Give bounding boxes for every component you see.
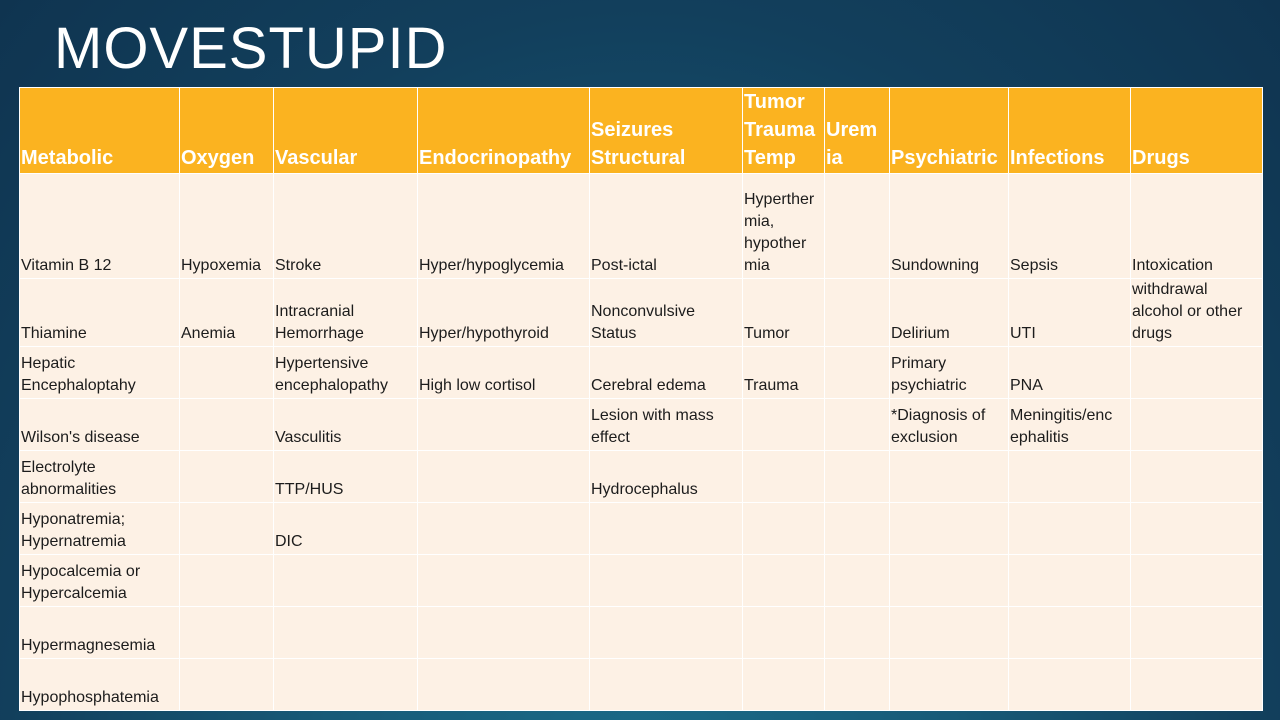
table-cell xyxy=(890,555,1009,607)
header-infections: Infections xyxy=(1009,88,1131,174)
table-cell: Tumor xyxy=(743,279,825,347)
table-cell: Hydrocephalus xyxy=(590,451,743,503)
header-row xyxy=(20,88,1263,174)
table-cell: Hyper/hypoglycemia xyxy=(418,174,590,279)
table-cell: DIC xyxy=(274,503,418,555)
table-cell xyxy=(890,659,1009,711)
header-psychiatric: Psychiatric xyxy=(890,88,1009,174)
header-metabolic: Metabolic xyxy=(20,88,180,174)
table-row xyxy=(20,347,1263,399)
table-cell xyxy=(743,451,825,503)
table-cell xyxy=(1009,659,1131,711)
table-cell: Vasculitis xyxy=(274,399,418,451)
table-cell xyxy=(825,174,890,279)
table-cell xyxy=(180,347,274,399)
table-cell: Sepsis xyxy=(1009,174,1131,279)
table-cell: Post-ictal xyxy=(590,174,743,279)
header-endocrinopathy: Endocrinopathy xyxy=(418,88,590,174)
table-cell xyxy=(890,503,1009,555)
table-row xyxy=(20,451,1263,503)
table-cell xyxy=(890,451,1009,503)
table-cell: Hyper/hypothyroid xyxy=(418,279,590,347)
table-cell xyxy=(418,503,590,555)
table-cell xyxy=(825,399,890,451)
table-row xyxy=(20,399,1263,451)
table-cell: Intracranial Hemorrhage xyxy=(274,279,418,347)
header-seizures-structural: Seizures Structural xyxy=(590,88,743,174)
table-cell: Wilson's disease xyxy=(20,399,180,451)
table-cell: Sundowning xyxy=(890,174,1009,279)
table-cell xyxy=(418,555,590,607)
table-row xyxy=(20,174,1263,279)
table-cell xyxy=(825,347,890,399)
table-cell: Hyponatremia; Hypernatremia xyxy=(20,503,180,555)
table-cell xyxy=(180,503,274,555)
table-cell xyxy=(590,607,743,659)
table-cell xyxy=(1131,503,1263,555)
header-tumor-trauma-temp: Tumor Trauma Temp xyxy=(743,88,825,174)
table-cell xyxy=(825,607,890,659)
table-cell xyxy=(825,503,890,555)
table-cell xyxy=(274,659,418,711)
table-cell xyxy=(590,659,743,711)
table-cell xyxy=(743,399,825,451)
table-cell xyxy=(180,399,274,451)
table-cell xyxy=(180,659,274,711)
table-cell: High low cortisol xyxy=(418,347,590,399)
header-uremia: Urem ia xyxy=(825,88,890,174)
table-cell: Hyperther mia, hypother mia xyxy=(743,174,825,279)
table-cell: Intoxication xyxy=(1131,174,1263,279)
table-cell xyxy=(825,279,890,347)
table-cell xyxy=(418,399,590,451)
table-cell: Meningitis/enc ephalitis xyxy=(1009,399,1131,451)
table-cell xyxy=(825,555,890,607)
table-cell xyxy=(1131,607,1263,659)
table-cell xyxy=(825,659,890,711)
table-row xyxy=(20,607,1263,659)
table-cell: Hypoxemia xyxy=(180,174,274,279)
table-cell: Nonconvulsive Status xyxy=(590,279,743,347)
table-row xyxy=(20,503,1263,555)
table-cell: Hypermagnesemia xyxy=(20,607,180,659)
header-vascular: Vascular xyxy=(274,88,418,174)
header-oxygen: Oxygen xyxy=(180,88,274,174)
table-cell: UTI xyxy=(1009,279,1131,347)
table-cell xyxy=(890,607,1009,659)
table-row xyxy=(20,279,1263,347)
table-cell xyxy=(743,607,825,659)
table-cell xyxy=(1131,399,1263,451)
table-cell xyxy=(180,451,274,503)
table-cell: Hypertensive encephalopathy xyxy=(274,347,418,399)
table-cell xyxy=(1131,347,1263,399)
table-cell xyxy=(1009,555,1131,607)
table-cell xyxy=(418,607,590,659)
table-cell: Lesion with mass effect xyxy=(590,399,743,451)
table-row xyxy=(20,659,1263,711)
table-cell: Anemia xyxy=(180,279,274,347)
table-cell: Trauma xyxy=(743,347,825,399)
table-cell xyxy=(1009,607,1131,659)
table-cell: Delirium xyxy=(890,279,1009,347)
table-cell: TTP/HUS xyxy=(274,451,418,503)
table-cell xyxy=(274,555,418,607)
table-cell xyxy=(418,659,590,711)
table-cell: Hypophosphatemia xyxy=(20,659,180,711)
table-cell xyxy=(1009,503,1131,555)
table-cell xyxy=(1131,555,1263,607)
table-cell xyxy=(743,659,825,711)
table-cell xyxy=(274,607,418,659)
table-cell: Cerebral edema xyxy=(590,347,743,399)
header-drugs: Drugs xyxy=(1131,88,1263,174)
table-cell xyxy=(743,503,825,555)
table-cell xyxy=(590,503,743,555)
differential-table xyxy=(19,87,1263,711)
table-cell xyxy=(1131,659,1263,711)
table-cell: Hypocalcemia or Hypercalcemia xyxy=(20,555,180,607)
table-cell xyxy=(180,555,274,607)
table-cell: Thiamine xyxy=(20,279,180,347)
table-cell xyxy=(1009,451,1131,503)
table-cell: Vitamin B 12 xyxy=(20,174,180,279)
table-cell: withdrawal alcohol or other drugs xyxy=(1131,279,1263,347)
table-cell: *Diagnosis of exclusion xyxy=(890,399,1009,451)
table-cell: Stroke xyxy=(274,174,418,279)
table-cell xyxy=(743,555,825,607)
table-cell xyxy=(418,451,590,503)
table-row xyxy=(20,555,1263,607)
table-cell xyxy=(825,451,890,503)
table-cell: Electrolyte abnormalities xyxy=(20,451,180,503)
table-cell: PNA xyxy=(1009,347,1131,399)
table-cell: Hepatic Encephaloptahy xyxy=(20,347,180,399)
slide-title: MOVESTUPID xyxy=(54,16,448,81)
table-cell: Primary psychiatric xyxy=(890,347,1009,399)
table-cell xyxy=(180,607,274,659)
table-cell xyxy=(590,555,743,607)
table-cell xyxy=(1131,451,1263,503)
